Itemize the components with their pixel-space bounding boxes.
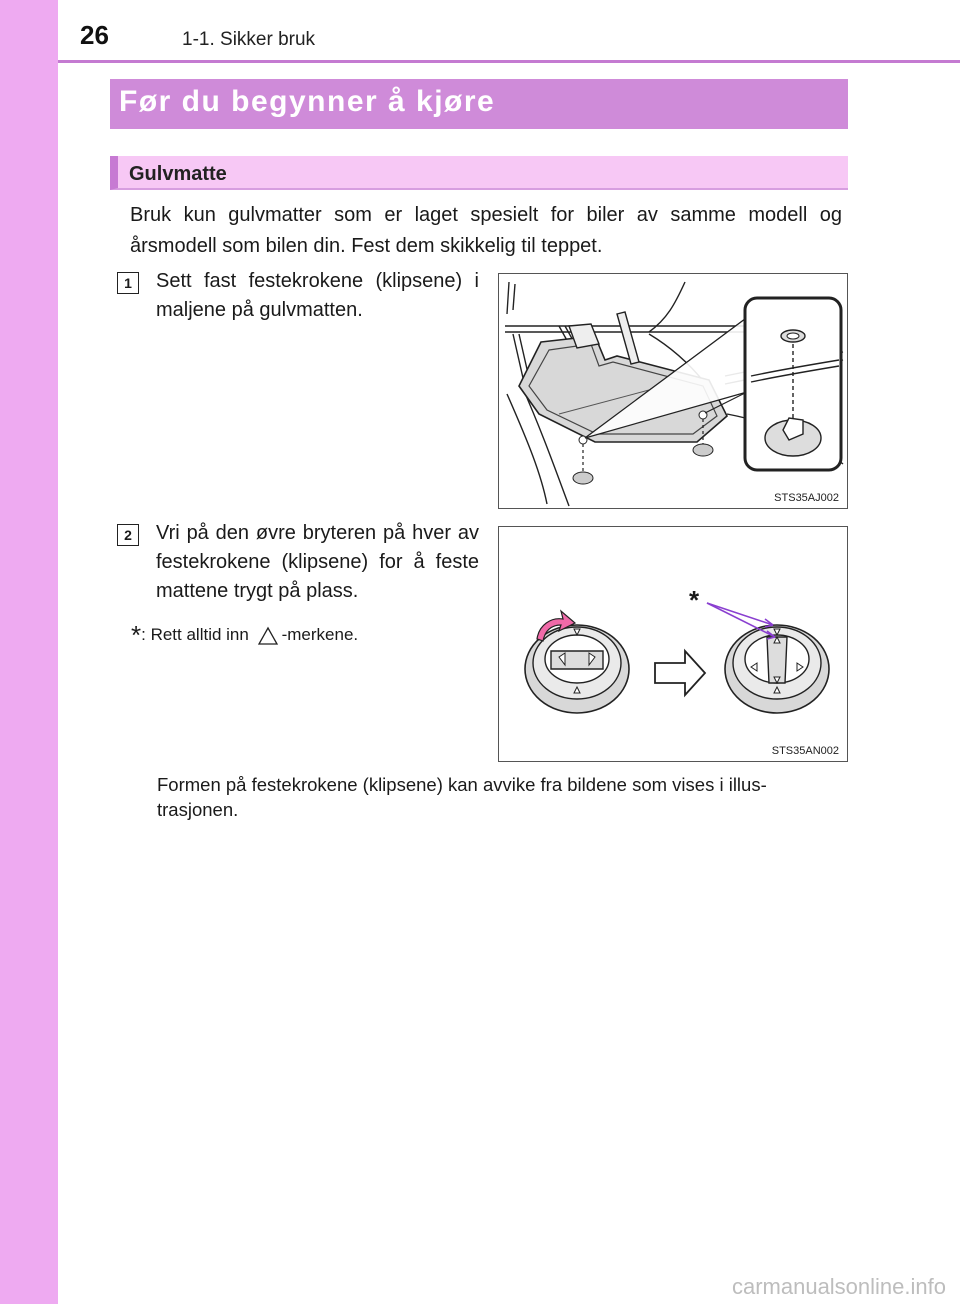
title-bar	[110, 79, 848, 129]
clip-rotation-illustration	[499, 527, 849, 763]
footer-paragraph: Formen på festekrokene (klipsene) kan avvike fra bildene som vises i illus-trasjonen.	[157, 774, 767, 820]
subtitle: Gulvmatte	[129, 163, 227, 185]
side-tab	[0, 0, 58, 1304]
triangle-mark-icon	[257, 626, 279, 646]
page-number: 26	[80, 20, 109, 50]
note-star: *	[131, 620, 142, 650]
note	[131, 616, 359, 650]
step-1-text: Sett fast festekrokene (klipsene) i maljene på gulvmatten.	[156, 270, 479, 321]
floor-mat-illustration	[499, 274, 849, 510]
page-title: Før du begynner å kjøre	[119, 85, 496, 118]
header-rule	[58, 60, 960, 63]
note-suffix: -merkene.	[281, 625, 359, 644]
step-2-text: Vri på den øvre bryteren på hver av festekrokene (klipsene) for å feste mattene trygt på plass.	[156, 522, 479, 602]
figure-2	[498, 526, 848, 762]
note-prefix: : Rett alltid inn	[141, 625, 249, 644]
figure-2-star: *	[689, 585, 700, 615]
figure-1-code: STS35AJ002	[774, 492, 839, 504]
step-2-number: 2	[117, 524, 139, 546]
intro-paragraph: Bruk kun gulvmatter som er laget spesielt for biler av samme modell og årsmodell som bilen din. Fest dem skikkelig til teppet.	[130, 204, 842, 257]
figure-2-code: STS35AN002	[771, 745, 839, 757]
step-1-number: 1	[117, 272, 139, 294]
watermark: carmanualsonline.info	[731, 1274, 946, 1299]
subtitle-bar	[110, 156, 848, 190]
figure-1	[498, 273, 848, 509]
section-title: 1-1. Sikker bruk	[182, 29, 316, 50]
